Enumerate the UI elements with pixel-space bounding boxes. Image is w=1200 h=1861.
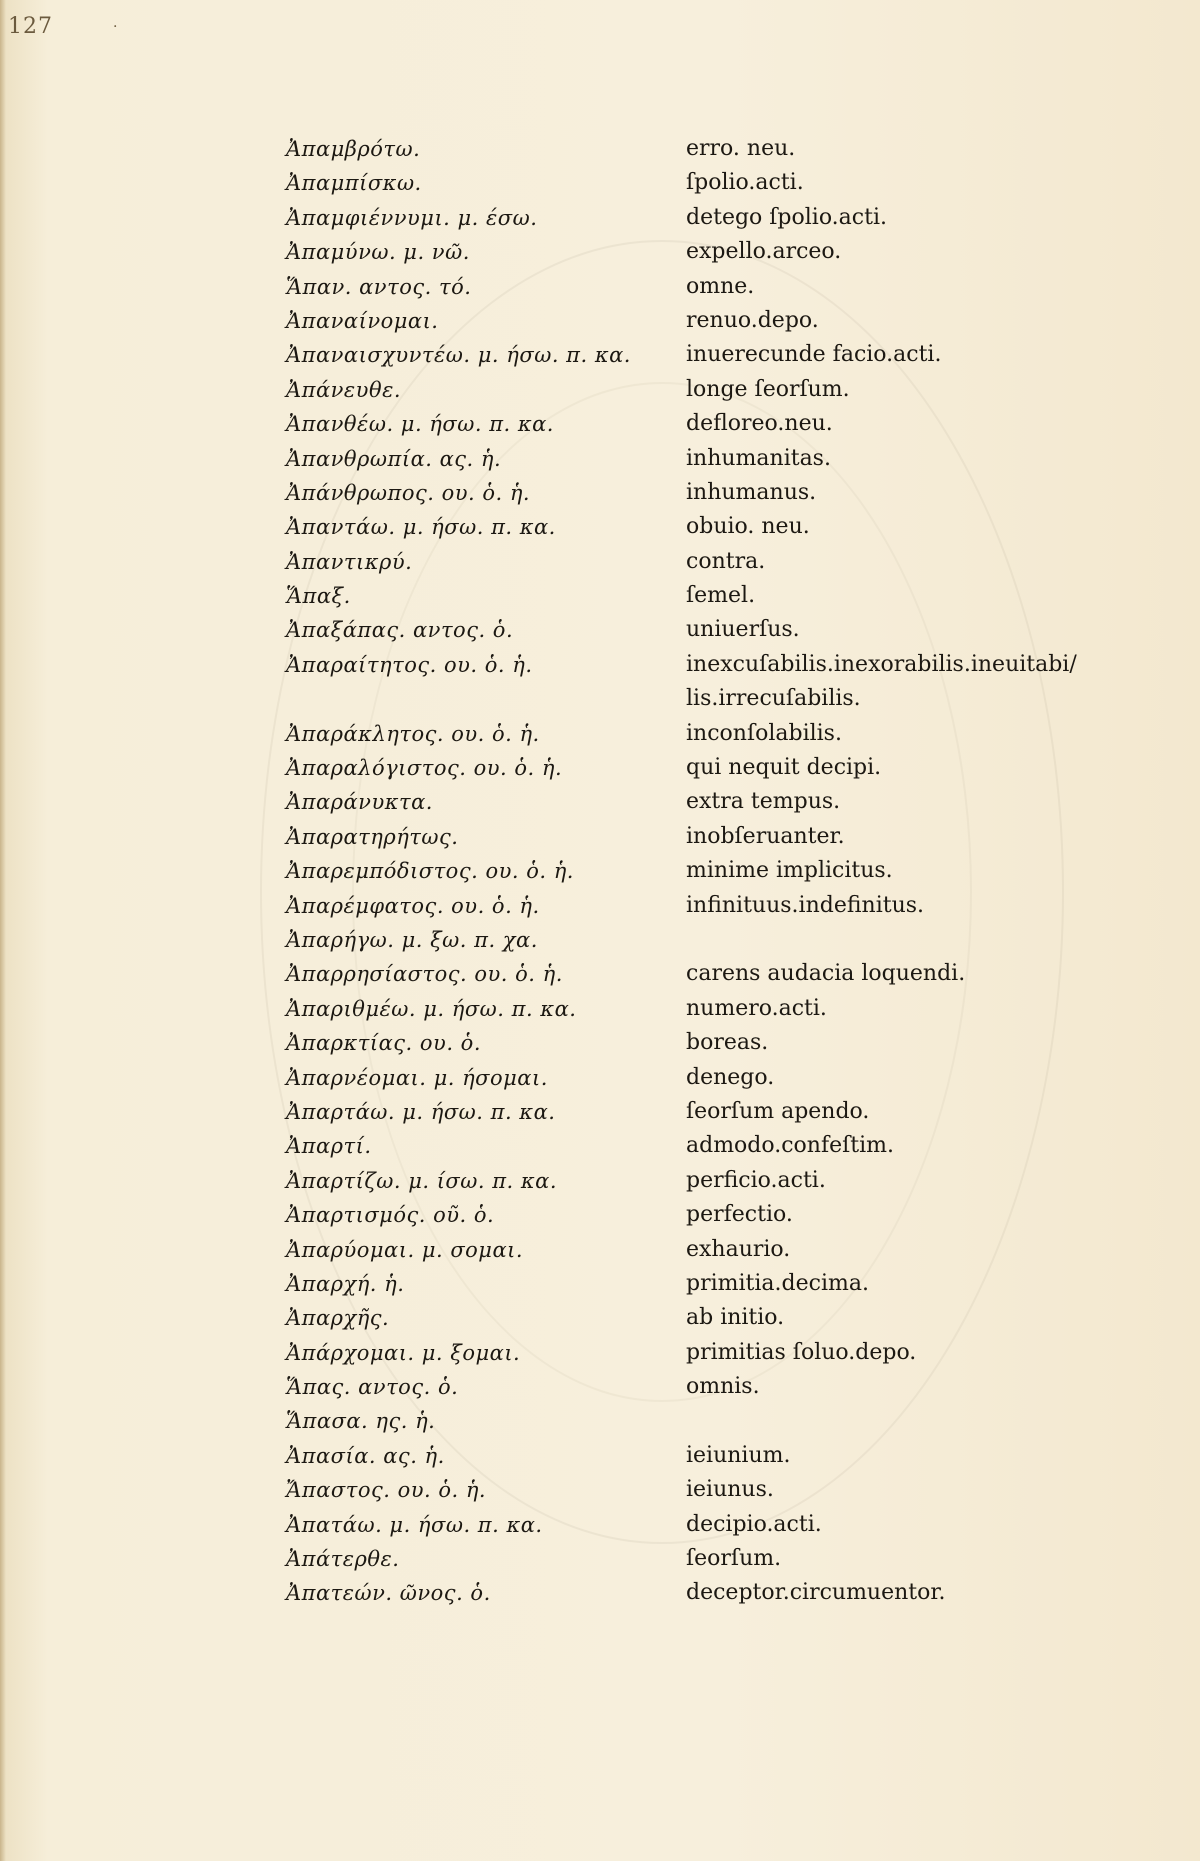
- dictionary-entry: [0, 613, 1200, 647]
- greek-headword: Ἀπατεών. ῶνος. ὁ.: [286, 1581, 491, 1606]
- latin-gloss: ſeorſum.: [686, 1546, 782, 1572]
- dictionary-entry: [0, 1473, 1200, 1507]
- greek-headword: Ἀπαρεμπόδιστος. ου. ὁ. ἡ.: [286, 859, 574, 884]
- dictionary-entry: [0, 820, 1200, 854]
- dictionary-entry: [0, 1576, 1200, 1610]
- latin-gloss: ieiunus.: [686, 1477, 774, 1503]
- latin-gloss: lis.irrecuſabilis.: [686, 686, 861, 712]
- greek-headword: Ἀπάτερθε.: [286, 1547, 400, 1572]
- latin-gloss: inhumanitas.: [686, 445, 831, 471]
- greek-headword: Ἀπαρατηρήτως.: [286, 824, 459, 849]
- greek-headword: Ἀπαρκτίας. ου. ὁ.: [286, 1031, 481, 1056]
- dictionary-entry: [0, 545, 1200, 579]
- latin-gloss: inexcuſabilis.inexorabilis.ineuitabi/: [686, 651, 1077, 677]
- latin-gloss: decipio.acti.: [686, 1511, 822, 1537]
- greek-headword: Ἀπαρέμφατος. ου. ὁ. ἡ.: [286, 893, 540, 918]
- latin-gloss: ieiunium.: [686, 1442, 791, 1468]
- latin-gloss: carens audacia loquendi.: [686, 961, 966, 987]
- latin-gloss: obuio. neu.: [686, 514, 810, 540]
- greek-headword: Ἀπαρτάω. μ. ήσω. π. κα.: [286, 1099, 556, 1124]
- dictionary-entry: [0, 476, 1200, 510]
- latin-gloss: detego ſpolio.acti.: [686, 204, 887, 230]
- latin-gloss: inuerecunde facio.acti.: [686, 342, 942, 368]
- dictionary-entry: [0, 1026, 1200, 1060]
- dictionary-entry: [0, 1129, 1200, 1163]
- greek-headword: Ἅπαξ.: [286, 584, 351, 609]
- greek-headword: Ἀπαρχή. ἡ.: [286, 1271, 405, 1296]
- latin-gloss: omnis.: [686, 1374, 760, 1400]
- greek-headword: Ἀπατάω. μ. ήσω. π. κα.: [286, 1512, 543, 1537]
- latin-gloss: minime implicitus.: [686, 858, 893, 884]
- dictionary-entry: [0, 717, 1200, 751]
- dictionary-entry: [0, 442, 1200, 476]
- dictionary-entry: [0, 235, 1200, 269]
- greek-headword: Ἅπαν. αντος. τό.: [286, 274, 472, 299]
- greek-headword: Ἀπαρρησίαστος. ου. ὁ. ἡ.: [286, 962, 563, 987]
- greek-headword: Ἀπάρχομαι. μ. ξομαι.: [286, 1340, 521, 1365]
- latin-gloss: ſpolio.acti.: [686, 170, 804, 196]
- folio-number-text: 127: [8, 14, 53, 39]
- latin-gloss: inconſolabilis.: [686, 720, 842, 746]
- dictionary-entry: [0, 270, 1200, 304]
- dictionary-entry: [0, 1508, 1200, 1542]
- latin-gloss: expello.arceo.: [686, 239, 842, 265]
- latin-gloss: uniuerſus.: [686, 617, 800, 643]
- greek-headword: Ἀπαρήγω. μ. ξω. π. χα.: [286, 927, 538, 952]
- latin-gloss: erro. neu.: [686, 136, 796, 161]
- dictionary-entry: [0, 201, 1200, 235]
- latin-gloss: ab initio.: [686, 1305, 785, 1331]
- latin-gloss: infinituus.indefinitus.: [686, 892, 925, 918]
- greek-headword: Ἅπασα. ης. ἡ.: [286, 1409, 436, 1434]
- folio-number: 127 ·: [8, 14, 119, 39]
- dictionary-entry: [0, 751, 1200, 785]
- dictionary-entry: [0, 923, 1200, 957]
- greek-headword: Ἀπαραλόγιστος. ου. ὁ. ἡ.: [286, 756, 563, 781]
- greek-headword: Ἀπαρτίζω. μ. ίσω. π. κα.: [286, 1168, 558, 1193]
- latin-gloss: omne.: [686, 273, 755, 299]
- greek-headword: Ἀπαμύνω. μ. νῶ.: [286, 240, 470, 265]
- dictionary-entry: [0, 1370, 1200, 1404]
- greek-headword: Ἀπαντικρύ.: [286, 549, 413, 574]
- dictionary-entry: [0, 1404, 1200, 1438]
- greek-headword: Ἀπάνευθε.: [286, 377, 402, 402]
- greek-headword: Ἀπαρτισμός. οῦ. ὁ.: [286, 1203, 495, 1228]
- dictionary-entry: [0, 1439, 1200, 1473]
- greek-headword: Ἀπαριθμέω. μ. ήσω. π. κα.: [286, 996, 577, 1021]
- dictionary-entry: [0, 1198, 1200, 1232]
- latin-gloss: inhumanus.: [686, 479, 817, 505]
- latin-gloss: defloreo.neu.: [686, 411, 833, 437]
- dictionary-entry: [0, 1164, 1200, 1198]
- greek-headword: Ἀπανθέω. μ. ήσω. π. κα.: [286, 412, 554, 437]
- dictionary-entry: [0, 1061, 1200, 1095]
- greek-headword: Ἀπαρχῆς.: [286, 1306, 390, 1331]
- latin-gloss: primitias ſoluo.depo.: [686, 1339, 917, 1365]
- greek-headword: Ἀπαξάπας. αντος. ὁ.: [286, 618, 514, 643]
- latin-gloss: renuo.depo.: [686, 307, 819, 333]
- latin-gloss: inobſeruanter.: [686, 823, 845, 849]
- latin-gloss: perfectio.: [686, 1202, 793, 1228]
- greek-headword: Ἀπαρτί.: [286, 1134, 372, 1159]
- greek-headword: Ἀπαραίτητος. ου. ὁ. ἡ.: [286, 652, 533, 677]
- dictionary-entry: [0, 1095, 1200, 1129]
- greek-headword: Ἀπαρύομαι. μ. σομαι.: [286, 1237, 524, 1262]
- latin-gloss: primitia.decima.: [686, 1270, 869, 1296]
- latin-gloss: numero.acti.: [686, 995, 827, 1021]
- dictionary-entry: [0, 132, 1200, 166]
- dictionary-entry: [0, 682, 1200, 716]
- dictionary-entry: [0, 1233, 1200, 1267]
- greek-headword: Ἀπανθρωπία. ας. ἡ.: [286, 446, 502, 471]
- greek-headword: Ἀπαρνέομαι. μ. ήσομαι.: [286, 1065, 548, 1090]
- dictionary-entry: [0, 1267, 1200, 1301]
- dictionary-entry: [0, 957, 1200, 991]
- greek-headword: Ἀπαμπίσκω.: [286, 171, 422, 196]
- dictionary-entry: [0, 648, 1200, 682]
- greek-headword: Ἄπαστος. ου. ὁ. ἡ.: [286, 1478, 487, 1503]
- greek-headword: Ἀπαναίνομαι.: [286, 308, 439, 333]
- dictionary-entry: [0, 992, 1200, 1026]
- dictionary-entry: [0, 579, 1200, 613]
- greek-headword: Ἀπαμφιέννυμι. μ. έσω.: [286, 205, 538, 230]
- latin-gloss: denego.: [686, 1064, 775, 1090]
- latin-gloss: perficio.acti.: [686, 1167, 826, 1193]
- dictionary-entry: [0, 166, 1200, 200]
- dictionary-entry: [0, 373, 1200, 407]
- latin-gloss: ſeorſum apendo.: [686, 1098, 870, 1124]
- dictionary-entry: [0, 407, 1200, 441]
- dictionary-entry: [0, 785, 1200, 819]
- greek-headword: Ἀπαντάω. μ. ήσω. π. κα.: [286, 515, 556, 540]
- greek-headword: Ἅπας. αντος. ὁ.: [286, 1375, 459, 1400]
- greek-headword: Ἀπαράνυκτα.: [286, 790, 433, 815]
- greek-headword: Ἀπαναισχυντέω. μ. ήσω. π. κα.: [286, 343, 631, 368]
- dictionary-entry: [0, 338, 1200, 372]
- greek-headword: Ἀπαμβρότω.: [286, 137, 421, 161]
- dictionary-entry: [0, 889, 1200, 923]
- greek-headword: Ἀπαράκλητος. ου. ὁ. ἡ.: [286, 721, 540, 746]
- greek-headword: Ἀπάνθρωπος. ου. ὁ. ἡ.: [286, 480, 531, 505]
- dictionary-entry: [0, 1336, 1200, 1370]
- dictionary-entry: [0, 1301, 1200, 1335]
- latin-gloss: extra tempus.: [686, 789, 841, 815]
- latin-gloss: exhaurio.: [686, 1236, 791, 1262]
- latin-gloss: boreas.: [686, 1030, 769, 1056]
- latin-gloss: contra.: [686, 548, 766, 574]
- latin-gloss: qui nequit decipi.: [686, 755, 882, 781]
- latin-gloss: longe ſeorſum.: [686, 376, 850, 402]
- latin-gloss: deceptor.circumuentor.: [686, 1580, 946, 1606]
- dictionary-entry: [0, 304, 1200, 338]
- latin-gloss: ſemel.: [686, 583, 756, 609]
- dictionary-entry: [0, 1542, 1200, 1576]
- latin-gloss: admodo.confeſtim.: [686, 1133, 895, 1159]
- dictionary-entries: [0, 132, 1200, 1611]
- dictionary-entry: [0, 854, 1200, 888]
- greek-headword: Ἀπασία. ας. ἡ.: [286, 1443, 445, 1468]
- dictionary-entry: [0, 510, 1200, 544]
